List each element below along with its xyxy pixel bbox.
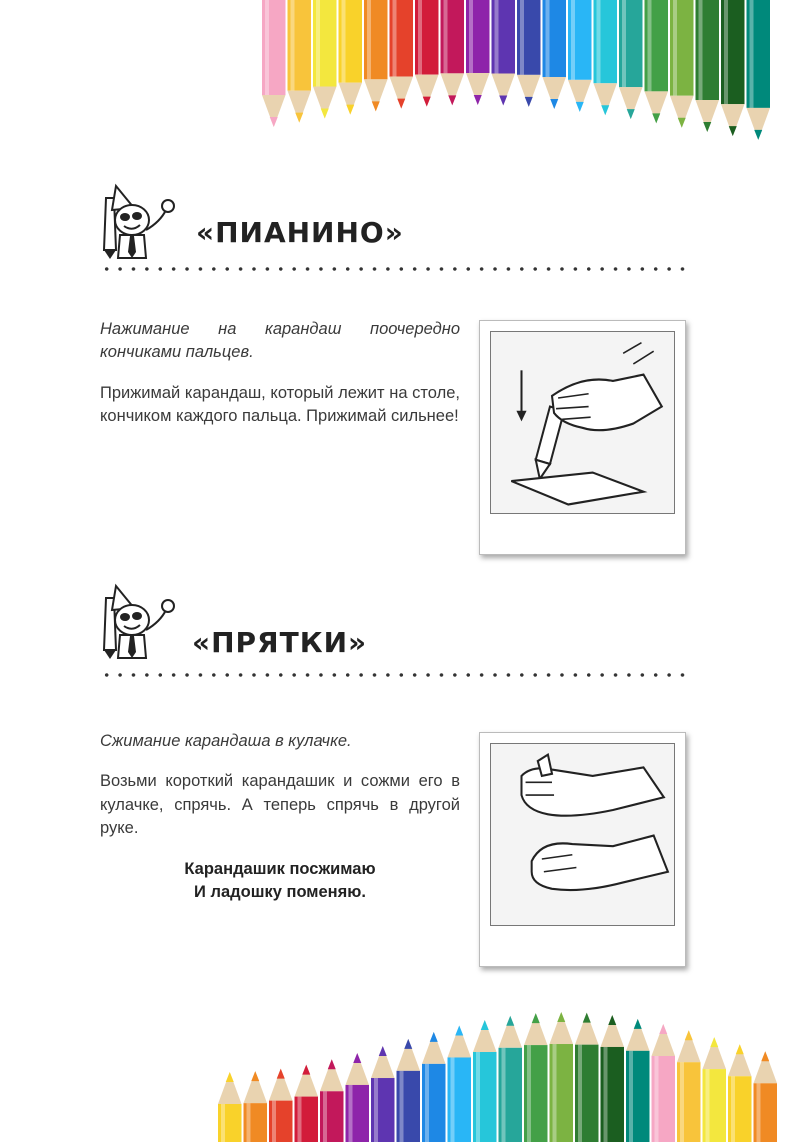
- pencil-icon: [390, 0, 414, 109]
- lead-text: Сжимание карандаша в кулачке.: [100, 732, 352, 750]
- pencil-icon: [320, 1059, 344, 1142]
- pencil-icon: [728, 1044, 752, 1142]
- pencil-icon: [218, 1072, 242, 1142]
- poem-line: И ладошку поменяю.: [194, 883, 366, 902]
- poem-line: Карандашик посжимаю: [184, 859, 376, 878]
- pencil-icon: [677, 1030, 701, 1142]
- hand-hiding-pencil-image: [490, 743, 675, 926]
- section-text-pianino: [100, 318, 460, 446]
- pencil-icon: [422, 1032, 446, 1142]
- pencil-icon: [550, 1012, 574, 1142]
- pencil-icon: [721, 0, 745, 136]
- pencil-icon: [288, 0, 312, 123]
- pencil-icon: [415, 0, 439, 107]
- hand-pressing-pencil-image: [490, 331, 675, 514]
- pencil-icon: [670, 0, 694, 128]
- pencil-icon: [499, 1016, 523, 1142]
- pencil-icon: [313, 0, 337, 118]
- pencil-icon: [269, 1069, 293, 1142]
- pencil-icon: [295, 1065, 319, 1142]
- section-text-pryatki: [100, 730, 460, 922]
- pencil-mascot-icon: [92, 580, 184, 660]
- lead-text: Нажимание на карандаш поочередно кончиками пальцев.: [100, 320, 460, 362]
- pencil-icon: [575, 1013, 599, 1142]
- pencil-icon: [524, 1013, 548, 1142]
- pencil-mascot-icon: [92, 180, 184, 260]
- section-title-pryatki: «ПРЯТКИ»: [192, 626, 368, 659]
- pencil-icon: [517, 0, 541, 107]
- section-title-pianino: «ПИАНИНО»: [196, 216, 404, 249]
- pencil-icon: [594, 0, 618, 115]
- pencil-icon: [568, 0, 592, 112]
- instruction-text: Возьми короткий карандашик и сожми его в кулачке, спрячь. А теперь спрячь в другой руке.: [100, 772, 460, 838]
- pencil-icon: [473, 1020, 497, 1142]
- pencil-icon: [754, 1051, 778, 1142]
- pencil-icon: [626, 1019, 650, 1142]
- dotted-divider: [100, 672, 690, 678]
- pencil-icon: [645, 0, 669, 123]
- pencil-icon: [619, 0, 643, 119]
- bottom-pencils-decoration: [0, 1012, 800, 1142]
- pencil-icon: [364, 0, 388, 111]
- pencil-icon: [703, 1037, 727, 1142]
- pencil-icon: [492, 0, 516, 106]
- instruction-text: Прижимай карандаш, который лежит на столе, кончиком каждого пальца. Прижимай сильнее!: [100, 383, 460, 426]
- pencil-icon: [543, 0, 567, 109]
- pencil-icon: [339, 0, 363, 115]
- pencil-icon: [448, 1025, 472, 1142]
- pencil-icon: [371, 1046, 395, 1142]
- pencil-icon: [601, 1015, 625, 1142]
- pencil-icon: [696, 0, 720, 132]
- pencil-icon: [652, 1024, 676, 1142]
- pencil-icon: [244, 1071, 268, 1142]
- pencil-icon: [441, 0, 465, 105]
- pencil-icon: [747, 0, 771, 140]
- pencil-icon: [466, 0, 490, 105]
- pencil-icon: [346, 1053, 370, 1142]
- dotted-divider: [100, 266, 690, 272]
- illustration-pianino: [479, 320, 686, 555]
- pencil-icon: [262, 0, 286, 127]
- poem: [100, 858, 460, 905]
- pencil-icon: [397, 1039, 421, 1142]
- illustration-pryatki: [479, 732, 686, 967]
- top-pencils-decoration: [0, 0, 800, 170]
